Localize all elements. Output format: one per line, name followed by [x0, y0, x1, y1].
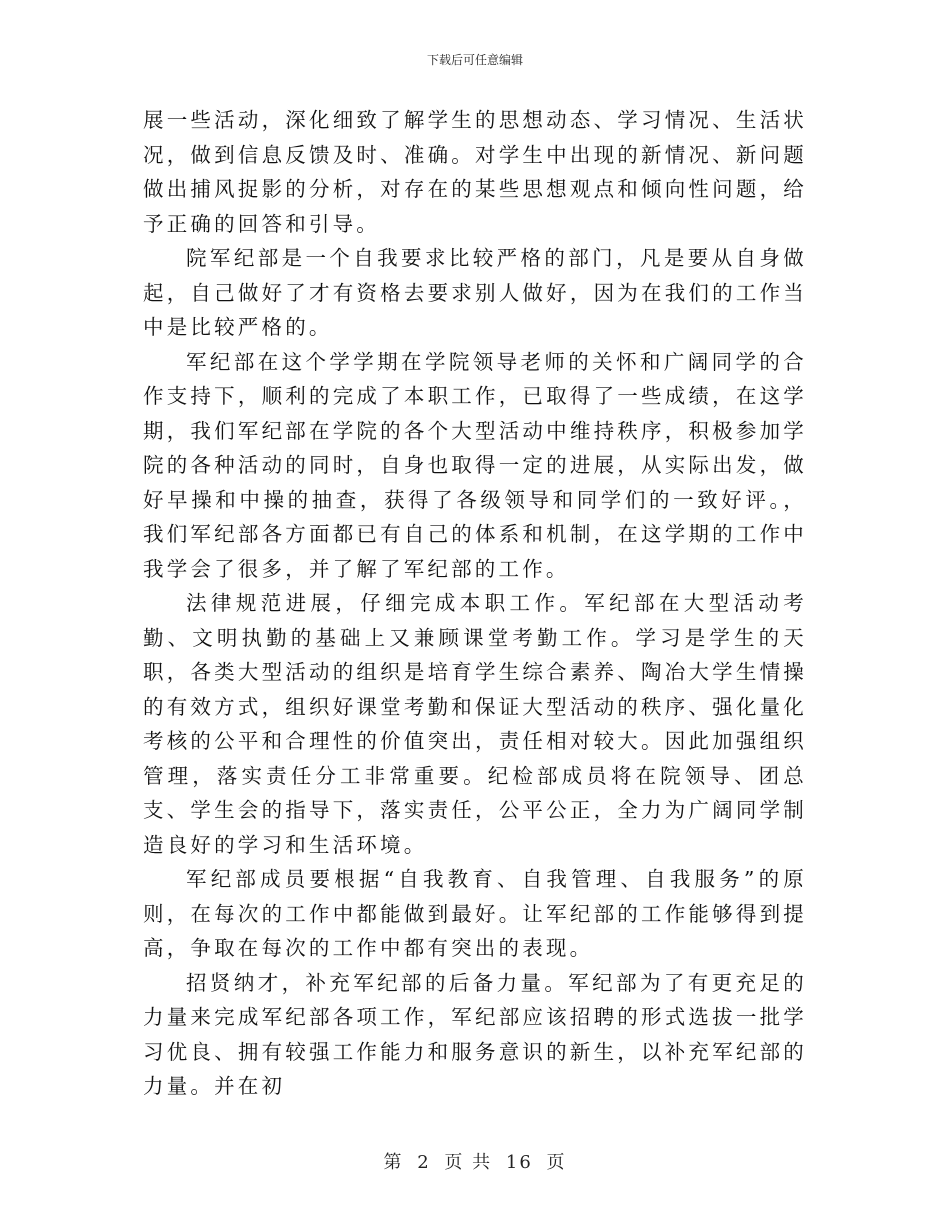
paragraph-4: 法律规范进展，仔细完成本职工作。军纪部在大型活动考勤、文明执勤的基础上又兼顾课堂考勤工作。学习是学生的天职，各类大型活动的组织是培育学生综合素养、陶冶大学生情操的有效方式，组织好课堂考勤和保证大型活动的秩序、强化量化考核的公平和合理性的价值突出，责任相对较大。因此加强组织管理，落实责任分工非常重要。纪检部成员将在院领导、团总支、学生会的指导下，落实责任，公平公正，全力为广阔同学制造良好的学习和生活环境。 — [143, 591, 807, 857]
paragraph-1: 展一些活动，深化细致了解学生的思想动态、学习情况、生活状况，做到信息反馈及时、准确。对学生中出现的新情况、新问题做出捕风捉影的分析，对存在的某些思想观点和倾向性问题，给予正确的回答和引导。 — [143, 108, 807, 236]
footer-current-page: 2 — [417, 1152, 431, 1173]
footer-middle: 页 共 — [444, 1152, 493, 1173]
page-number-footer — [0, 1152, 950, 1174]
footer-total-pages: 16 — [505, 1152, 533, 1173]
footer-prefix: 第 — [383, 1152, 404, 1173]
paragraph-5: 军纪部成员要根据“自我教育、自我管理、自我服务”的原则，在每次的工作中都能做到最好。让军纪部的工作能够得到提高，争取在每次的工作中都有突出的表现。 — [143, 867, 807, 960]
footer-suffix: 页 — [546, 1152, 567, 1173]
paragraph-2: 院军纪部是一个自我要求比较严格的部门，凡是要从自身做起，自己做好了才有资格去要求别人做好，因为在我们的工作当中是比较严格的。 — [143, 246, 807, 339]
paragraph-3: 军纪部在这个学学期在学院领导老师的关怀和广阔同学的合作支持下，顺利的完成了本职工作，已取得了一些成绩，在这学期，我们军纪部在学院的各个大型活动中维持秩序，积极参加学院的各种活动的同时，自身也取得一定的进展，从实际出发，做好早操和中操的抽查，获得了各级领导和同学们的一致好评。，我们军纪部各方面都已有自己的体系和机制，在这学期的工作中我学会了很多，并了解了军纪部的工作。 — [143, 349, 807, 581]
page-header: 下载后可任意编辑 — [426, 53, 523, 67]
paragraph-6: 招贤纳才，补充军纪部的后备力量。军纪部为了有更充足的力量来完成军纪部各项工作，军纪部应该招聘的形式选拔一批学习优良、拥有较强工作能力和服务意识的新生，以补充军纪部的力量。并在初 — [143, 970, 807, 1098]
document-body — [143, 103, 807, 1104]
